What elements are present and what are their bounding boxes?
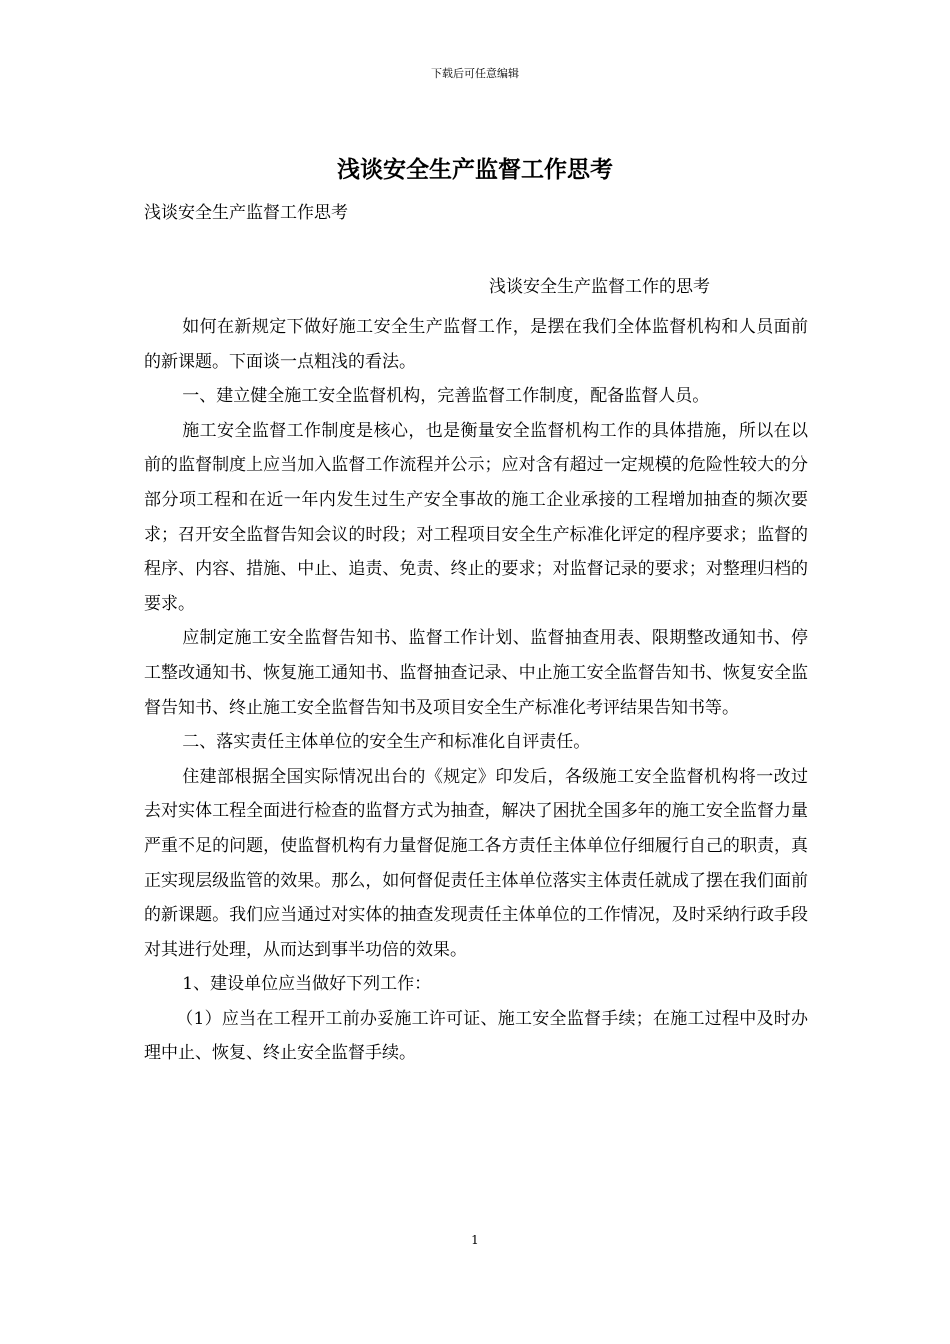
document-body <box>144 310 808 1071</box>
article-title: 浅谈安全生产监督工作的思考 <box>489 277 710 297</box>
page-number: 1 <box>471 1233 479 1247</box>
page-header-note: 下载后可任意编辑 <box>431 67 519 80</box>
paragraph: 住建部根据全国实际情况出台的《规定》印发后，各级施工安全监督机构将一改过去对实体工程全面进行检查的监督方式为抽查，解决了困扰全国多年的施工安全监督力量严重不足的问题，使监督机构有力量督促施工各方责任主体单位仔细履行自己的职责，真正实现层级监管的效果。那么，如何督促责任主体单位落实主体责任就成了摆在我们面前的新课题。我们应当通过对实体的抽查发现责任主体单位的工作情况，及时采纳行政手段对其进行处理，从而达到事半功倍的效果。 <box>144 766 808 960</box>
paragraph: （1）应当在工程开工前办妥施工许可证、施工安全监督手续；在施工过程中及时办理中止、恢复、终止安全监督手续。 <box>144 1008 808 1064</box>
paragraph: 应制定施工安全监督告知书、监督工作计划、监督抽查用表、限期整改通知书、停工整改通知书、恢复施工通知书、监督抽查记录、中止施工安全监督告知书、恢复安全监督告知书、终止施工安全监督告知书及项目安全生产标准化考评结果告知书等。 <box>144 628 808 718</box>
paragraph: 施工安全监督工作制度是核心，也是衡量安全监督机构工作的具体措施，所以在以前的监督制度上应当加入监督工作流程并公示；应对含有超过一定规模的危险性较大的分部分项工程和在近一年内发生过生产安全事故的施工企业承接的工程增加抽查的频次要求；召开安全监督告知会议的时段；对工程项目安全生产标准化评定的程序要求；监督的程序、内容、措施、中止、追责、免责、终止的要求；对监督记录的要求；对整理归档的要求。 <box>144 420 808 614</box>
paragraph: 如何在新规定下做好施工安全生产监督工作，是摆在我们全体监督机构和人员面前的新课题。下面谈一点粗浅的看法。 <box>144 317 808 372</box>
subsection-heading: 1、建设单位应当做好下列工作： <box>182 974 432 995</box>
section-heading: 一、建立健全施工安全监督机构，完善监督工作制度，配备监督人员。 <box>182 386 710 407</box>
section-heading: 二、落实责任主体单位的安全生产和标准化自评责任。 <box>182 732 591 753</box>
document-title: 浅谈安全生产监督工作思考 <box>337 157 613 183</box>
document-subtitle: 浅谈安全生产监督工作思考 <box>144 203 348 223</box>
